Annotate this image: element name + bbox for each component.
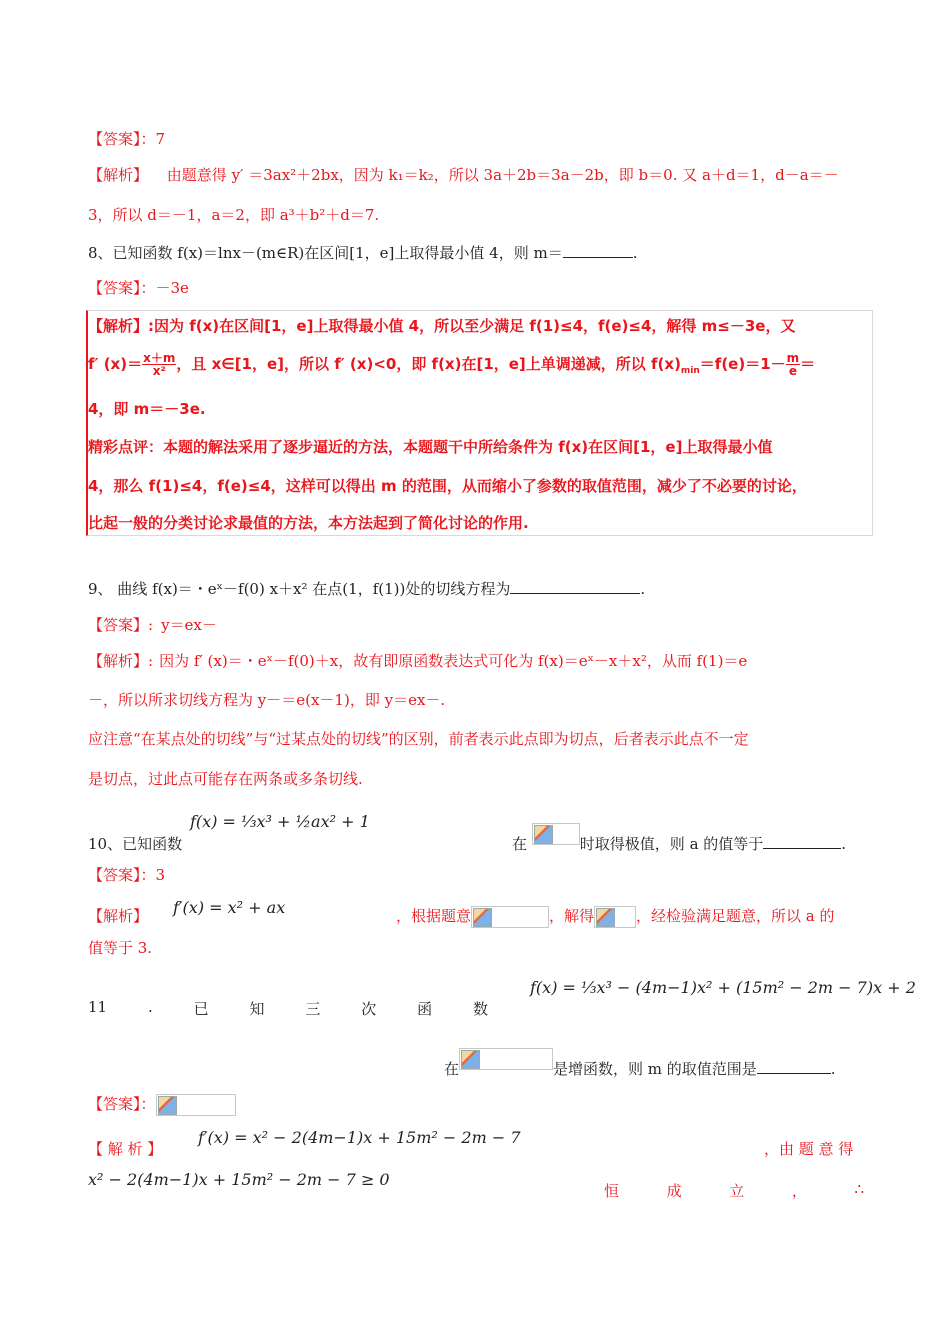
q11-analysis-right: ，由 题 意 得 bbox=[764, 1140, 854, 1158]
image-placeholder-icon bbox=[471, 906, 549, 928]
q8-answer bbox=[88, 277, 189, 298]
answer-tag: 【答案】： bbox=[88, 1095, 156, 1113]
analysis-text: ＝f(e)＝1－ bbox=[699, 355, 786, 373]
answer-value: ：7 bbox=[140, 130, 166, 148]
q8-comment-line1: 精彩点评：本题的解法采用了逐步逼近的方法，本题题干中所给条件为 f(x)在区间[1，e]上取得最小值 bbox=[88, 438, 773, 456]
q8-stem: 8、已知函数 f(x)＝lnx－(m∈R)在区间[1，e]上取得最小值 4，则 m＝ . bbox=[88, 244, 638, 262]
q11-answer bbox=[88, 1093, 236, 1116]
answer-value: y＝ex－ bbox=[161, 616, 217, 634]
analysis-text: ，且 x∈[1，e]，所以 f′ (x)<0，即 f(x)在[1，e]上单调递减，所以 f(x) bbox=[176, 355, 681, 373]
q11-formula: f(x) = ⅓x³ − (4m−1)x² + (15m² − 2m − 7)x + 2 bbox=[530, 978, 916, 997]
image-placeholder-icon bbox=[459, 1048, 553, 1070]
broken-image-icon bbox=[158, 1096, 177, 1115]
answer-tag: 【答案】 bbox=[88, 279, 141, 297]
analysis-text: f′ (x)＝ bbox=[88, 355, 143, 373]
analysis-text: 因为 f′ (x)＝・eˣ－f(0)＋x，故有即原函数表达式可化为 f(x)＝eˣ－x＋x²，从而 f(1)＝e bbox=[159, 652, 748, 670]
analysis-text: ，根据题意 bbox=[396, 907, 472, 925]
question-text: 是增函数，则 m 的取值范围是 bbox=[553, 1060, 757, 1078]
image-placeholder-icon bbox=[156, 1094, 236, 1116]
analysis-text: ，解得 bbox=[549, 907, 595, 925]
analysis-tag: 【解析】: bbox=[88, 317, 154, 335]
question-text: 在 bbox=[444, 1060, 460, 1078]
analysis-text: ，经检验满足题意，所以 a 的 bbox=[636, 907, 835, 925]
q10-stem-right: 在 时取得极值，则 a 的值等于 . bbox=[512, 833, 846, 854]
analysis-tag: 【解析】 bbox=[88, 166, 149, 184]
answer-value: ：－3e bbox=[140, 279, 189, 297]
analysis-text: ＝ bbox=[800, 355, 816, 373]
q11-inequality: x² − 2(4m−1)x + 15m² − 2m − 7 ≥ 0 bbox=[88, 1170, 390, 1189]
q11-analysis-words: 恒 成 立 ， ∴ bbox=[604, 1180, 864, 1200]
fraction: $\frac{x+m}{\text{x²}}$ bbox=[143, 351, 176, 378]
q10-analysis-line2: 值等于 3. bbox=[88, 939, 153, 957]
broken-image-icon bbox=[596, 908, 615, 927]
answer-tag: 【答案】 bbox=[88, 866, 141, 884]
q11-analysis-tag-line bbox=[88, 1138, 162, 1159]
q8-analysis-line3: 4，即 m＝－3e. bbox=[88, 400, 206, 418]
q11-stem-line2: 在 是增函数，则 m 的取值范围是 . bbox=[444, 1058, 836, 1079]
q9-note-line2: 是切点，过此点可能存在两条或多条切线. bbox=[88, 770, 363, 788]
q9-analysis-line1 bbox=[88, 650, 747, 671]
analysis-text: 因为 f(x)在区间[1，e]上取得最小值 4，所以至少满足 f(1)≤4，f(e)≤4，解得 m≤－3e，又 bbox=[154, 317, 796, 335]
answer-blank bbox=[563, 257, 633, 258]
fraction: $\frac{m}{e}$ bbox=[786, 351, 800, 378]
q10-stem-left: 10、已知函数 bbox=[88, 835, 183, 853]
answer-tag: 【答案】: bbox=[88, 616, 154, 634]
q9-stem: 9、 曲线 f(x)＝・eˣ－f(0) x＋x² 在点(1，f(1))处的切线方程为 . bbox=[88, 580, 646, 598]
q9-answer bbox=[88, 614, 217, 635]
q8-comment-line2: 4，那么 f(1)≤4，f(e)≤4，这样可以得出 m 的范围，从而缩小了参数的取值范围，减少了不必要的讨论， bbox=[88, 477, 807, 495]
question-text: 8、已知函数 f(x)＝lnx－(m∈R)在区间[1，e]上取得最小值 4，则 m＝ bbox=[88, 244, 563, 262]
answer-value: ：3 bbox=[140, 866, 166, 884]
q8-analysis-line1 bbox=[88, 315, 795, 336]
q7-answer bbox=[88, 128, 165, 149]
analysis-tag: 【解析】: bbox=[88, 652, 154, 670]
q10-analysis-right bbox=[396, 905, 835, 928]
broken-image-icon bbox=[461, 1050, 480, 1069]
question-text: 9、 曲线 f(x)＝・eˣ－f(0) x＋x² 在点(1，f(1))处的切线方程为 bbox=[88, 580, 511, 598]
q7-analysis-line1 bbox=[88, 164, 839, 185]
q9-note-line1: 应注意“在某点处的切线”与“过某点处的切线”的区别，前者表示此点即为切点，后者表示此点不一定 bbox=[88, 730, 749, 748]
question-text: 时取得极值，则 a 的值等于 bbox=[579, 835, 764, 853]
answer-blank bbox=[757, 1073, 831, 1074]
q9-analysis-line2: －，所以所求切线方程为 y－＝e(x－1)，即 y＝ex－. bbox=[88, 691, 446, 709]
q10-analysis-tag-line bbox=[88, 905, 148, 926]
analysis-tag: 【解析】 bbox=[88, 907, 149, 925]
answer-blank bbox=[763, 848, 841, 849]
analysis-tag: 【 解 析 】 bbox=[88, 1140, 163, 1158]
answer-tag: 【答案】 bbox=[88, 130, 141, 148]
q8-analysis-line2: f′ (x)＝ $\frac{x+m}{\text{x²}}$ ，且 x∈[1，e]，所以 f′ (x)<0，即 f(x)在[1，e]上单调递减，所以 $f(x)_{min}=f(e)=1-$ $\frac{m}{e}$ ＝ bbox=[88, 351, 816, 378]
q11-derivative-formula: f′(x) = x² − 2(4m−1)x + 15m² − 2m − 7 bbox=[198, 1128, 521, 1147]
analysis-text: 由题意得 y′ ＝3ax²＋2bx，因为 k₁＝k₂，所以 3a＋2b＝3a－2b，即 b＝0. 又 a＋d＝1，d－a＝－ bbox=[166, 166, 839, 184]
q8-comment-line3: 比起一般的分类讨论求最值的方法，本方法起到了简化讨论的作用. bbox=[88, 514, 529, 532]
answer-blank bbox=[510, 593, 640, 594]
broken-image-icon bbox=[473, 908, 492, 927]
question-text: 在 bbox=[512, 835, 528, 853]
q11-stem-words: 11 . 已 知 三 次 函 数 bbox=[88, 998, 488, 1018]
q10-derivative-formula: f′(x) = x² + ax bbox=[173, 898, 286, 917]
image-placeholder-icon bbox=[532, 823, 580, 845]
image-placeholder-icon bbox=[594, 906, 636, 928]
q7-analysis-line2: 3，所以 d＝－1，a＝2，即 a³＋b²＋d＝7. bbox=[88, 206, 380, 224]
broken-image-icon bbox=[534, 825, 553, 844]
q8-analysis-box bbox=[86, 310, 873, 536]
q10-formula: f(x) = ⅓x³ + ½ax² + 1 bbox=[190, 812, 370, 831]
q10-answer bbox=[88, 864, 165, 885]
